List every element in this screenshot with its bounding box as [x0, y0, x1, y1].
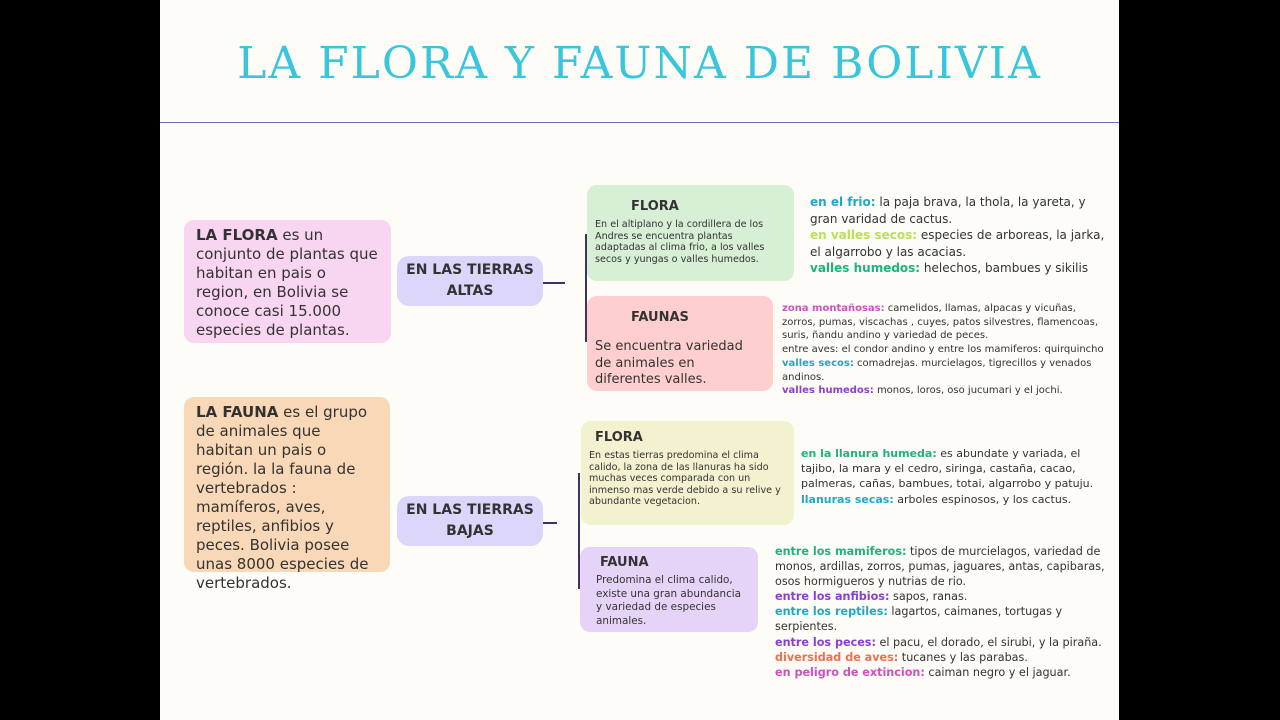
note-key: entre los peces:	[775, 635, 876, 649]
flora-definition-box	[184, 220, 391, 343]
altas-fauna-heading: FAUNAS	[631, 310, 689, 325]
bajas-fauna-text: Predomina el clima calido, existe una gran abundancia y variedad de especies animales.	[596, 574, 742, 627]
note-line	[810, 194, 1110, 227]
altas-fauna-box	[587, 296, 773, 391]
note-key: valles secos:	[782, 357, 854, 369]
note-key: zona montañosas:	[782, 303, 885, 314]
note-line	[782, 343, 1112, 357]
region-tierras-altas	[397, 256, 543, 306]
note-key: en peligro de extincion:	[775, 665, 925, 679]
note-key: en valles secos:	[810, 228, 918, 242]
bajas-fauna-notes	[775, 544, 1111, 680]
flora-definition-text: es un conjunto de plantas que habitan en pais o region, en Bolivia se conoce casi 15.000 especies de plantas.	[196, 226, 378, 339]
flora-term: LA FLORA	[196, 226, 278, 244]
note-key: entre los anfibios:	[775, 590, 890, 604]
note-text: especies de arboreas, la jarka, el algarrobo y las acacias.	[810, 228, 1105, 259]
note-text: tipos de murcielagos, variedad de monos, ardillas, zorros, pumas, jaguares, antas, capibaras, osos hormigueros y nutrias de rio.	[775, 545, 1105, 589]
note-text: sapos, ranas.	[889, 590, 968, 604]
note-key: valles humedos:	[810, 261, 921, 275]
note-line	[810, 260, 1110, 277]
note-line	[810, 227, 1110, 260]
altas-fauna-text: Se encuentra variedad de animales en diferentes valles.	[595, 339, 743, 387]
connector-line	[543, 522, 557, 524]
page-title: LA FLORA Y FAUNA DE BOLIVIA	[237, 38, 1042, 89]
bajas-fauna-heading: FAUNA	[600, 555, 649, 570]
note-line	[801, 492, 1101, 507]
note-text: caiman negro y el jaguar.	[924, 665, 1071, 679]
note-text: monos, loros, oso jucumari y el jochi.	[873, 385, 1063, 397]
note-line	[775, 650, 1111, 665]
altas-flora-heading: FLORA	[631, 199, 679, 214]
note-key: entre los reptiles:	[775, 605, 888, 619]
note-line	[775, 544, 1111, 589]
fauna-term: LA FAUNA	[196, 403, 279, 421]
bajas-flora-box	[581, 421, 794, 525]
bajas-flora-text: En estas tierras predomina el clima calido, la zona de las llanuras ha sido muchas veces comparada con un inmenso mas verde debido a su relive y abundante vegetacion.	[589, 450, 781, 507]
note-text: es abundate y variada, el tajibo, la mara y el cedro, siringa, castaña, cacao, palmeras, cañas, bambues, totai, algarrobo y patuju.	[801, 447, 1094, 491]
note-key: en la llanura humeda:	[801, 447, 937, 460]
note-text: entre aves: el condor andino y entre los mamiferos: quirquincho	[782, 344, 1104, 356]
region-label: EN LAS TIERRAS ALTAS	[406, 262, 534, 299]
note-line	[775, 589, 1111, 604]
altas-flora-notes	[810, 194, 1110, 277]
note-line	[775, 635, 1111, 650]
bajas-fauna-box	[580, 547, 758, 632]
bajas-flora-heading: FLORA	[595, 430, 643, 445]
note-text: arboles espinosos, y los cactus.	[893, 492, 1072, 506]
note-key: en el frio:	[810, 195, 876, 209]
note-line	[801, 446, 1101, 492]
note-line	[782, 302, 1112, 343]
fauna-definition-box	[184, 397, 390, 592]
note-key: entre los mamiferos:	[775, 545, 907, 558]
altas-fauna-notes	[782, 302, 1112, 398]
fauna-definition-text: es el grupo de animales que habitan un pais o región. la la fauna de vertebrados : mamíferos, aves, reptiles, anfibios y peces. Bolivia posee unas 8000 especies de vertebrados.	[196, 403, 369, 592]
region-label: EN LAS TIERRAS BAJAS	[406, 502, 534, 539]
note-key: valles humedos:	[782, 385, 874, 397]
slide	[160, 0, 1119, 720]
note-text: la paja brava, la thola, la yareta, y gran varidad de cactus.	[810, 195, 1086, 226]
altas-flora-text: En el altiplano y la cordillera de los Andres se encuentra plantas adaptadas al clima frio, a los valles secos y yungas o valles humedos.	[595, 219, 765, 265]
note-line	[775, 665, 1111, 680]
note-text: tucanes y las parabas.	[898, 650, 1028, 664]
note-text: helechos, bambues y sikilis	[920, 261, 1089, 275]
note-key: diversidad de aves:	[775, 650, 899, 664]
note-text: camelidos, llamas, alpacas y vicuñas, zorros, pumas, viscachas , cuyes, patos silvestres, flamencoas, suris, ñandu andino y variedad de peces.	[782, 303, 1098, 342]
note-text: lagartos, caimanes, tortugas y serpientes.	[775, 605, 1063, 634]
note-line	[782, 357, 1112, 384]
bajas-flora-notes	[801, 446, 1101, 507]
note-line	[782, 384, 1112, 398]
title-divider	[160, 122, 1119, 123]
connector-line	[543, 282, 565, 284]
note-line	[775, 604, 1111, 634]
altas-flora-box	[587, 185, 794, 281]
note-text: el pacu, el dorado, el sirubi, y la piraña.	[875, 635, 1102, 649]
note-key: llanuras secas:	[801, 492, 894, 506]
note-text: comadrejas. murcielagos, tigrecillos y venados andinos.	[782, 357, 1092, 383]
region-tierras-bajas	[397, 496, 543, 546]
